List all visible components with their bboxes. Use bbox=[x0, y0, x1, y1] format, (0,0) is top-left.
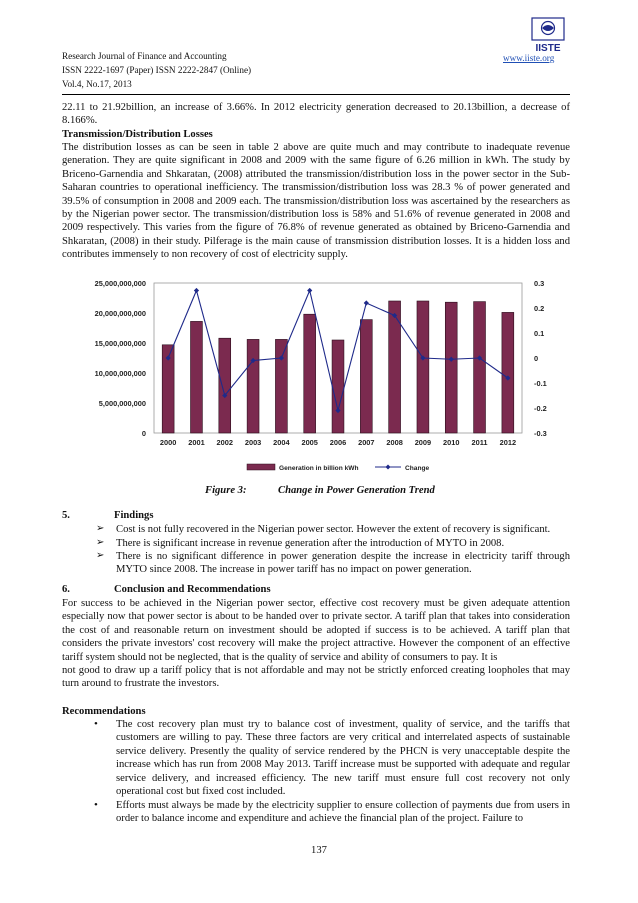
finding-item: There is significant increase in revenue generation after the introduction of MYTO in 2008. bbox=[116, 538, 505, 549]
conclusion-number: 6. bbox=[62, 584, 70, 595]
arrow-bullet-icon: ➢ bbox=[96, 523, 105, 534]
legend-line-label: Change bbox=[405, 465, 430, 472]
x-tick-label: 2007 bbox=[358, 438, 375, 447]
y-right-tick-label: -0.1 bbox=[534, 379, 547, 388]
x-tick-label: 2001 bbox=[188, 438, 205, 447]
td-section-body: The distribution losses as can be seen in table 2 above are quite much and may contribute to inadequate revenue generation. They are quite significant in 2008 and 2009 with the same figure of 6.26 million in kWh. The study by Briceno-Garnendia and Shkaratan, (2008) attributed the transmission/distribution loss in the power sector in the Sub-Saharan countries to operational inefficiency. The transmission/distribution loss was 28.3 % of power generated and 39.5% of consumption in 2008 and 2009 each. The transmission/distribution loss was ascertained by the researchers as by the Nigerian power sector. The transmission/distribution loss is 58% and 51.6% of revenue generated in 2008 and 2009 respectively. This varies from the figure of 76.8% of revenue generated as obtained by Briceno-Garnendia and Shkaratan, (2008) in their study. Pilferage is the main cause of transmission distribution losses. It is a hidden loss and contributes immensely to non recovery of cost of electricity supply. bbox=[62, 142, 570, 261]
y-right-tick-label: -0.2 bbox=[534, 404, 547, 413]
bullet-icon: • bbox=[94, 718, 98, 730]
bar bbox=[332, 340, 344, 433]
y-left-tick-label: 0 bbox=[141, 429, 146, 438]
y-right-tick-label: 0.1 bbox=[534, 329, 545, 338]
bar bbox=[502, 312, 514, 433]
x-tick-label: 2012 bbox=[499, 438, 517, 447]
y-left-tick-label: 20,000,000,000 bbox=[94, 309, 146, 318]
iiste-logo bbox=[528, 16, 568, 56]
header-rule bbox=[62, 94, 570, 95]
journal-website-link[interactable]: www.iiste.org bbox=[503, 53, 555, 63]
recommendation-item: The cost recovery plan must try to balance cost of investment, quality of service, and the tariffs that customers are willing to pay. These three factors are very critical and interrelated aspects of sustainable service delivery. Presently the quality of service rendered by the PHCN is very unacceptable despite the increase which has run from 2008 May 2013. Tariff increase must be supported with adequate and regular service delivery, and increased efficiency. The new tariff must ensure full cost recovery not only operational cost but fixed cost included. bbox=[116, 719, 570, 798]
x-tick-label: 2006 bbox=[329, 438, 347, 447]
y-right-tick-label: -0.3 bbox=[534, 429, 547, 438]
bar bbox=[219, 338, 231, 433]
td-section-heading: Transmission/Distribution Losses bbox=[62, 129, 213, 140]
legend-line-marker bbox=[386, 465, 391, 470]
bar bbox=[247, 339, 259, 433]
x-tick-label: 2002 bbox=[216, 438, 233, 447]
conclusion-body: For success to be achieved in the Nigerian power sector, effective cost recovery must be given adequate attention especially now that power sector is about to be handed over to private sector. A tariff plan that takes into consideration the cost of and reasonable return on investment should be adopted if success is to be achieved. A tariff plan that considers the private investors' cost recovery will make the project attractive. However the component of an effective tariff system should not be neglected, that is the quality of service and ability of consumers to pay. It is bbox=[62, 598, 570, 663]
bar bbox=[191, 321, 203, 433]
x-tick-label: 2003 bbox=[244, 438, 262, 447]
y-right-tick-label: 0 bbox=[534, 354, 539, 363]
x-tick-label: 2008 bbox=[386, 438, 403, 447]
bar bbox=[360, 320, 372, 433]
y-right-tick-label: 0.2 bbox=[534, 304, 545, 313]
y-left-tick-label: 10,000,000,000 bbox=[94, 369, 146, 378]
findings-heading bbox=[62, 510, 153, 521]
bar bbox=[304, 314, 316, 433]
bar bbox=[275, 339, 287, 433]
journal-name: Research Journal of Finance and Accounting bbox=[62, 51, 227, 61]
figure-title: Change in Power Generation Trend bbox=[278, 485, 435, 496]
finding-item: There is no significant difference in power generation despite the increase in electricity tariff through MYTO since 2008. The increase in power tariff has no impact on power generation. bbox=[116, 551, 570, 576]
conclusion-body-continued: not good to draw up a tariff policy that is not affordable and may not be strictly enforced creating loopholes that may turn around to frustrate the investors. bbox=[62, 665, 570, 690]
finding-item: Cost is not fully recovered in the Nigerian power sector. However the extent of recovery is significant. bbox=[116, 524, 551, 535]
y-left-tick-label: 15,000,000,000 bbox=[94, 339, 146, 348]
bar bbox=[474, 302, 486, 433]
y-left-tick-label: 5,000,000,000 bbox=[98, 399, 146, 408]
x-tick-label: 2009 bbox=[414, 438, 432, 447]
journal-volume: Vol.4, No.17, 2013 bbox=[62, 79, 132, 89]
findings-title: Findings bbox=[114, 510, 154, 521]
x-tick-label: 2010 bbox=[443, 438, 460, 447]
recommendation-item: Efforts must always be made by the electricity supplier to ensure collection of payments due from users in order to balance income and expenditure and achieve the financial plan of the project. Failure to bbox=[116, 800, 570, 825]
conclusion-title: Conclusion and Recommendations bbox=[114, 584, 271, 595]
x-tick-label: 2000 bbox=[159, 438, 177, 447]
conclusion-heading bbox=[62, 584, 271, 595]
bar bbox=[417, 301, 429, 433]
y-right-tick-label: 0.3 bbox=[534, 279, 545, 288]
legend-bar-swatch bbox=[247, 464, 275, 470]
findings-number: 5. bbox=[62, 510, 70, 521]
power-generation-chart bbox=[62, 268, 570, 478]
figure-label: Figure 3: bbox=[205, 485, 247, 496]
x-tick-label: 2011 bbox=[471, 438, 488, 447]
arrow-bullet-icon: ➢ bbox=[96, 550, 105, 561]
page-number: 137 bbox=[311, 845, 327, 856]
legend-bar-label: Generation in billion kWh bbox=[279, 465, 359, 472]
bullet-icon: • bbox=[94, 799, 98, 811]
journal-issn: ISSN 2222-1697 (Paper) ISSN 2222-2847 (Online) bbox=[62, 65, 252, 75]
logo-text: IISTE bbox=[535, 43, 561, 54]
y-left-tick-label: 25,000,000,000 bbox=[94, 279, 146, 288]
recommendations-heading: Recommendations bbox=[62, 706, 146, 717]
x-tick-label: 2005 bbox=[301, 438, 318, 447]
arrow-bullet-icon: ➢ bbox=[96, 537, 105, 548]
bar bbox=[445, 302, 457, 433]
intro-paragraph: 22.11 to 21.92billion, an increase of 3.66%. In 2012 electricity generation decreased to 20.13billion, a decrease of 8.166%. bbox=[62, 102, 570, 127]
x-tick-label: 2004 bbox=[273, 438, 290, 447]
